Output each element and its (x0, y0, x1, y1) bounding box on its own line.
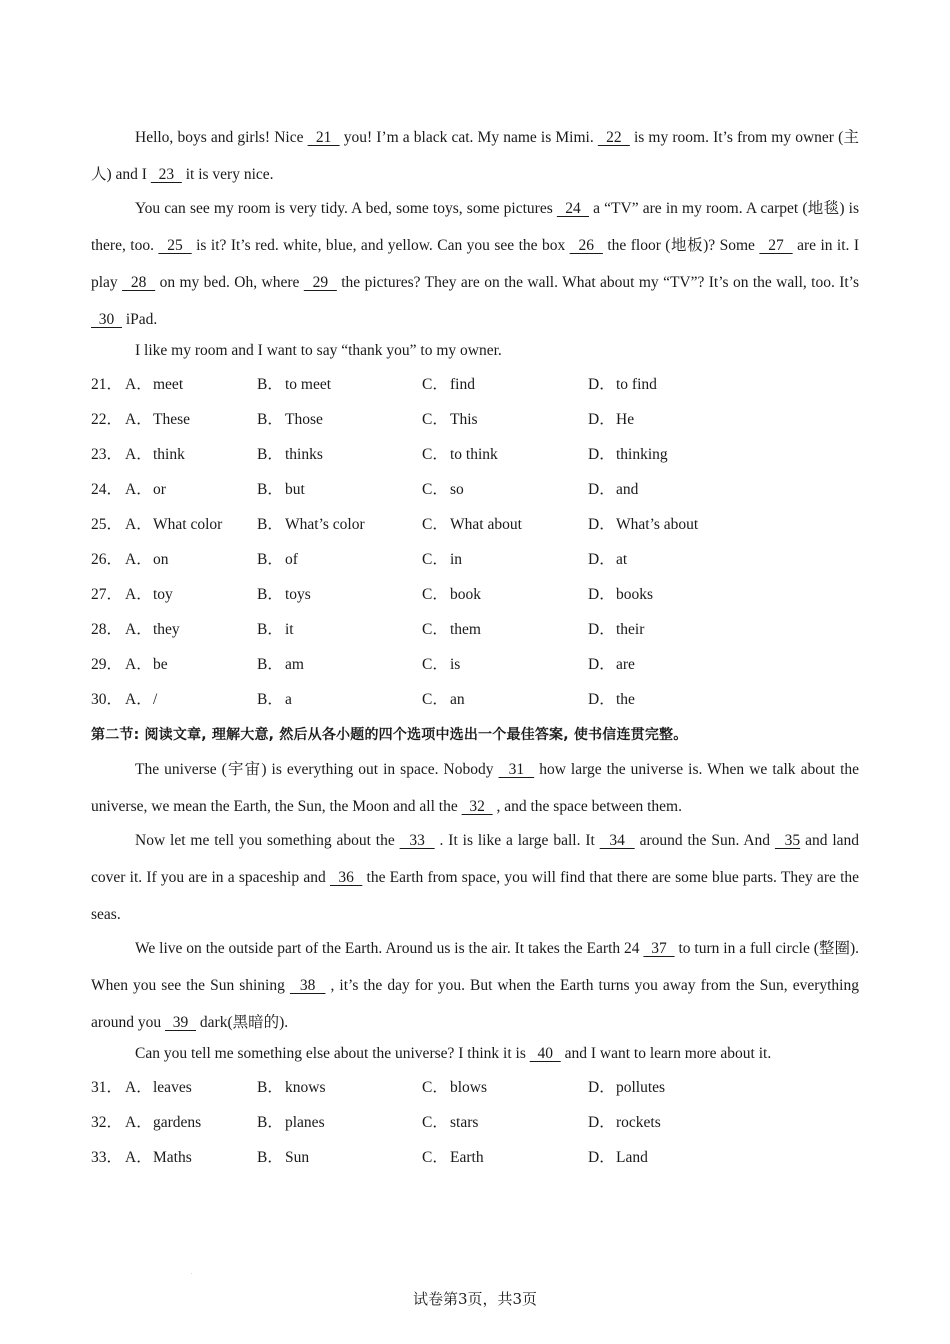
passage-text: and I want to learn more about it. (560, 1045, 772, 1062)
question-row (91, 402, 859, 437)
option-text: knows (285, 1079, 326, 1096)
option-text: an (450, 691, 465, 708)
passage-text: , and the space between them. (492, 798, 682, 815)
option-letter: C． (422, 446, 448, 463)
option-text: book (450, 586, 481, 603)
option-text: Those (285, 411, 323, 428)
option-letter: D． (588, 446, 615, 463)
option-text: am (285, 656, 304, 673)
option-d (588, 507, 788, 542)
option-text: pollutes (616, 1079, 666, 1096)
answer-blank: 32 (461, 798, 493, 815)
option-letter: D． (588, 586, 615, 603)
option-d (588, 682, 788, 717)
option-c (422, 1105, 588, 1140)
question-number: 32． (91, 1114, 123, 1131)
question-row (91, 612, 859, 647)
passage-text: We live on the outside part of the Earth. Around us is the air. It takes the Earth 24 (135, 940, 644, 957)
passage-text: is my room. It’s from my owner (主人) and I (91, 129, 859, 183)
question-number: 30． (91, 691, 123, 708)
option-letter: B． (257, 411, 283, 428)
option-c (422, 647, 588, 682)
option-text: books (616, 586, 654, 603)
question-row (91, 437, 859, 472)
option-a (125, 682, 257, 717)
exam-page (91, 119, 859, 1175)
answer-blank: 28 (122, 274, 156, 291)
question-number: 33． (91, 1149, 123, 1166)
option-letter: C． (422, 1149, 448, 1166)
passage-1 (91, 119, 859, 367)
option-text: of (285, 551, 298, 568)
question-number: 22． (91, 411, 123, 428)
option-text: These (153, 411, 191, 428)
passage-text: it is very nice. (181, 166, 274, 183)
option-text: Sun (285, 1149, 310, 1166)
option-letter: B． (257, 446, 283, 463)
option-b (257, 542, 422, 577)
option-letter: C． (422, 411, 448, 428)
option-text: This (450, 411, 478, 428)
option-text: thinks (285, 446, 323, 463)
option-text: leaves (153, 1079, 192, 1096)
option-text: gardens (153, 1114, 202, 1131)
question-row (91, 507, 859, 542)
option-d (588, 577, 788, 612)
passage-text: is it? It’s red. white, blue, and yellow. Can you see the box (191, 237, 570, 254)
passage-text: and land cover it. If you are in a spaceship and (91, 832, 860, 886)
answer-blank: 36 (329, 869, 363, 886)
question-number: 28． (91, 621, 123, 638)
option-text: thinking (616, 446, 668, 463)
option-c (422, 1140, 588, 1175)
option-letter: A． (125, 1079, 152, 1096)
option-letter: D． (588, 1149, 615, 1166)
option-a (125, 577, 257, 612)
passage-text: on my bed. Oh, where (155, 274, 304, 291)
question-number: 24． (91, 481, 123, 498)
passage-text: to turn in a full circle (整圈). When you see the Sun shining (91, 940, 860, 994)
option-letter: C． (422, 656, 448, 673)
option-text: rockets (616, 1114, 661, 1131)
passage-text: a “TV” are in my room. A carpet (地毯) is there, too. (91, 200, 860, 254)
option-a (125, 402, 257, 437)
answer-blank: 31 (498, 761, 535, 778)
option-text: are (616, 656, 635, 673)
question-row (91, 1070, 859, 1105)
option-letter: B． (257, 656, 283, 673)
option-c (422, 437, 588, 472)
option-b (257, 507, 422, 542)
question-row (91, 1140, 859, 1175)
answer-blank: 30 (91, 311, 122, 328)
option-letter: B． (257, 586, 283, 603)
option-text: is (450, 656, 461, 673)
option-text: at (616, 551, 628, 568)
option-letter: C． (422, 1079, 448, 1096)
answer-blank: 34 (599, 832, 635, 849)
option-c (422, 507, 588, 542)
option-letter: D． (588, 411, 615, 428)
answer-blank: 39 (165, 1014, 197, 1031)
passage-1-paragraph-1 (91, 119, 859, 193)
option-d (588, 542, 788, 577)
option-text: and (616, 481, 639, 498)
option-a (125, 367, 257, 402)
question-number: 29． (91, 656, 123, 673)
passage-text: the Earth from space, you will find that there are some blue parts. They are the seas. (91, 869, 860, 923)
option-letter: D． (588, 621, 615, 638)
option-letter: D． (588, 691, 615, 708)
passage-1-paragraph-2 (91, 190, 859, 338)
option-text: in (450, 551, 463, 568)
option-b (257, 577, 422, 612)
option-text: Land (616, 1149, 648, 1166)
option-letter: D． (588, 551, 615, 568)
option-letter: B． (257, 551, 283, 568)
question-row (91, 682, 859, 717)
option-c (422, 682, 588, 717)
question-row (91, 472, 859, 507)
option-letter: A． (125, 481, 152, 498)
passage-text: you! I’m a black cat. My name is Mimi. (339, 129, 598, 146)
option-letter: B． (257, 1079, 283, 1096)
option-text: What color (153, 516, 223, 533)
passage-text: . It is like a large ball. It (434, 832, 600, 849)
option-c (422, 612, 588, 647)
option-text: What’s color (285, 516, 365, 533)
option-letter: B． (257, 1114, 283, 1131)
passage-text: Now let me tell you something about the (135, 832, 400, 849)
option-d (588, 1140, 788, 1175)
option-a (125, 612, 257, 647)
passage-2-paragraph-2 (91, 822, 859, 933)
option-text: or (153, 481, 166, 498)
passage-text: are in it. I play (91, 237, 860, 291)
option-b (257, 612, 422, 647)
option-b (257, 682, 422, 717)
question-list-2 (91, 1070, 859, 1175)
option-text: their (616, 621, 645, 638)
answer-blank: 24 (556, 200, 589, 217)
option-letter: A． (125, 411, 152, 428)
option-c (422, 542, 588, 577)
option-text: / (153, 691, 158, 708)
option-letter: D． (588, 656, 615, 673)
option-c (422, 1070, 588, 1105)
option-b (257, 402, 422, 437)
option-text: it (285, 621, 294, 638)
page-footer: 试卷第3页，共3页 (412, 1290, 538, 1308)
passage-text: around the Sun. And (634, 832, 775, 849)
option-letter: B． (257, 481, 283, 498)
answer-blank: 23 (150, 166, 182, 183)
option-b (257, 1105, 422, 1140)
option-letter: B． (257, 691, 283, 708)
option-d (588, 402, 788, 437)
passage-text: The universe (宇宙) is everything out in space. Nobody (135, 761, 499, 778)
option-b (257, 647, 422, 682)
option-text: stars (450, 1114, 479, 1131)
answer-blank: 37 (643, 940, 675, 957)
option-letter: A． (125, 656, 152, 673)
answer-blank: 22 (597, 129, 630, 146)
option-text: planes (285, 1114, 325, 1131)
option-text: meet (153, 376, 184, 393)
option-a (125, 472, 257, 507)
option-text: blows (450, 1079, 488, 1096)
option-letter: C． (422, 551, 448, 568)
option-text: think (153, 446, 185, 463)
option-text: to find (616, 376, 657, 393)
question-list-1 (91, 367, 859, 717)
option-letter: B． (257, 516, 283, 533)
question-row (91, 542, 859, 577)
option-letter: A． (125, 586, 152, 603)
question-number: 23． (91, 446, 123, 463)
answer-blank: 35 (774, 832, 801, 849)
option-letter: C． (422, 691, 448, 708)
option-d (588, 1070, 788, 1105)
answer-blank: 38 (289, 977, 326, 994)
question-number: 31． (91, 1079, 123, 1096)
option-a (125, 1105, 257, 1140)
answer-blank: 26 (569, 237, 603, 254)
option-letter: D． (588, 1114, 615, 1131)
option-letter: A． (125, 551, 152, 568)
option-d (588, 612, 788, 647)
option-letter: C． (422, 516, 448, 533)
option-b (257, 367, 422, 402)
option-text: What about (450, 516, 522, 533)
option-letter: A． (125, 1149, 152, 1166)
passage-2 (91, 751, 859, 1070)
option-a (125, 647, 257, 682)
passage-text: Can you tell me something else about the universe? I think it is (135, 1045, 530, 1062)
question-number: 26． (91, 551, 123, 568)
option-text: find (450, 376, 475, 393)
option-letter: B． (257, 376, 283, 393)
option-d (588, 367, 788, 402)
passage-2-paragraph-3 (91, 930, 859, 1041)
option-b (257, 1070, 422, 1105)
question-number: 25． (91, 516, 123, 533)
answer-blank: 27 (759, 237, 793, 254)
option-letter: C． (422, 481, 448, 498)
option-letter: D． (588, 1079, 615, 1096)
option-c (422, 577, 588, 612)
option-text: Maths (153, 1149, 192, 1166)
option-text: the (616, 691, 635, 708)
answer-blank: 29 (303, 274, 337, 291)
option-d (588, 647, 788, 682)
option-text: to meet (285, 376, 332, 393)
option-text: toy (153, 586, 173, 603)
option-letter: A． (125, 691, 152, 708)
passage-text: how large the universe is. When we talk about the universe, we mean the Earth, the Sun, the Moon and all the (91, 761, 860, 815)
passage-1-paragraph-3: I like my room and I want to say “thank you” to my owner. (135, 342, 502, 359)
question-number: 21． (91, 376, 123, 393)
option-letter: C． (422, 376, 448, 393)
question-row (91, 1105, 859, 1140)
option-b (257, 437, 422, 472)
option-text: they (153, 621, 180, 638)
option-text: be (153, 656, 168, 673)
option-c (422, 402, 588, 437)
option-a (125, 437, 257, 472)
option-letter: C． (422, 586, 448, 603)
answer-blank: 21 (307, 129, 340, 146)
option-letter: D． (588, 481, 615, 498)
option-text: toys (285, 586, 311, 603)
option-letter: A． (125, 621, 152, 638)
option-text: What’s about (616, 516, 699, 533)
option-text: He (616, 411, 635, 428)
option-text: on (153, 551, 169, 568)
option-d (588, 1105, 788, 1140)
answer-blank: 40 (529, 1045, 561, 1062)
answer-blank: 25 (158, 237, 192, 254)
question-number: 27． (91, 586, 123, 603)
passage-text: iPad. (122, 311, 158, 328)
option-letter: B． (257, 1149, 283, 1166)
option-c (422, 367, 588, 402)
option-a (125, 1070, 257, 1105)
passage-text: the pictures? They are on the wall. What about my “TV”? It’s on the wall, too. It’s (336, 274, 860, 291)
question-row (91, 647, 859, 682)
option-text: so (450, 481, 464, 498)
passage-2-paragraph-1 (91, 751, 859, 825)
option-a (125, 1140, 257, 1175)
option-c (422, 472, 588, 507)
passage-text: dark(黑暗的). (196, 1014, 289, 1031)
answer-blank: 33 (399, 832, 435, 849)
option-text: them (450, 621, 481, 638)
option-letter: A． (125, 1114, 152, 1131)
passage-text: , it’s the day for you. But when the Earth turns you away from the Sun, everything around you (91, 977, 859, 1031)
option-d (588, 437, 788, 472)
option-letter: C． (422, 1114, 448, 1131)
decorative-dot: . (191, 1270, 193, 1276)
question-row (91, 367, 859, 402)
option-text: but (285, 481, 305, 498)
section-2-title: 第二节: 阅读文章, 理解大意, 然后从各小题的四个选项中选出一个最佳答案, 使书信连贯完整。 (91, 727, 688, 743)
option-letter: B． (257, 621, 283, 638)
passage-text: the floor (地板)? Some (602, 237, 760, 254)
option-letter: C． (422, 621, 448, 638)
option-text: a (285, 691, 292, 708)
option-text: to think (450, 446, 498, 463)
option-letter: A． (125, 516, 152, 533)
passage-text: You can see my room is very tidy. A bed, some toys, some pictures (135, 200, 557, 217)
option-d (588, 472, 788, 507)
option-a (125, 507, 257, 542)
option-letter: D． (588, 516, 615, 533)
option-letter: A． (125, 446, 152, 463)
option-text: Earth (450, 1149, 484, 1166)
passage-text: Hello, boys and girls! Nice (135, 129, 308, 146)
option-a (125, 542, 257, 577)
question-row (91, 577, 859, 612)
option-letter: D． (588, 376, 615, 393)
option-b (257, 472, 422, 507)
option-b (257, 1140, 422, 1175)
option-letter: A． (125, 376, 152, 393)
passage-2-paragraph-4 (91, 1038, 859, 1070)
